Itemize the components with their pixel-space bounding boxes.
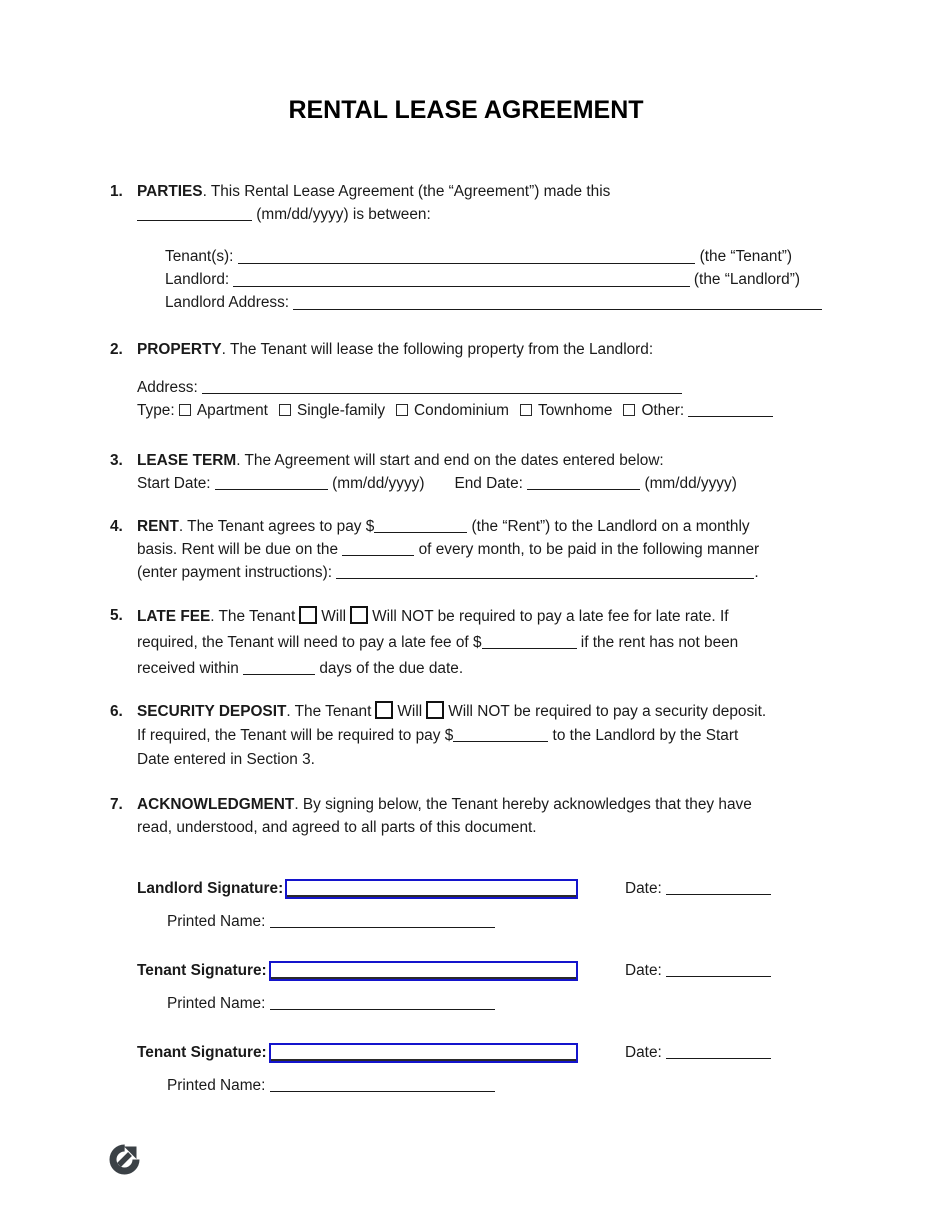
late-fee-text-1b: Will NOT be required to pay a late fee for late rate. If [372, 608, 729, 625]
acknowledgment-text-2: read, understood, and agreed to all parts of this document. [137, 819, 537, 836]
rent-text-3b: . [754, 564, 759, 581]
date-label: Date: [625, 1044, 667, 1061]
condominium-label: Condominium [414, 402, 509, 419]
date-label: Date: [625, 962, 667, 979]
tenant-printed-name-blank-1 [270, 995, 495, 1010]
deposit-text-2b: to the Landlord by the Start [548, 727, 739, 744]
tenant-name-blank [238, 263, 696, 264]
late-fee-heading: LATE FEE [137, 608, 211, 625]
other-type-blank [688, 402, 773, 417]
property-text-1: . The Tenant will lease the following property from the Landlord: [221, 341, 654, 358]
rent-text-1b: (the “Rent”) to the Landlord on a monthly [467, 518, 750, 535]
apartment-label: Apartment [196, 402, 268, 419]
deposit-text-1b: Will NOT be required to pay a security deposit. [448, 703, 767, 720]
landlord-printed-name-row [167, 910, 822, 933]
acknowledgment-line-2 [137, 816, 822, 839]
tenant-signature-label-1: Tenant Signature: [137, 962, 267, 979]
late-fee-text-2a: required, the Tenant will need to pay a late fee of $ [137, 634, 482, 651]
rent-line-2 [137, 538, 822, 561]
late-fee-will-label: Will [321, 608, 347, 625]
deposit-will-not-checkbox[interactable] [426, 701, 444, 719]
tenant-line [165, 245, 822, 268]
parties-heading: PARTIES [137, 183, 203, 200]
tenant-signature-row-1 [137, 961, 822, 981]
tenant-date-blank-2 [666, 1044, 771, 1059]
start-date-format: (mm/dd/yyyy) [327, 475, 425, 492]
page-title: RENTAL LEASE AGREEMENT [288, 96, 644, 124]
townhome-label: Townhome [538, 402, 613, 419]
rent-text-1a: . The Tenant agrees to pay $ [178, 518, 375, 535]
acknowledgment-text-1: . By signing below, the Tenant hereby acknowledges that they have [294, 796, 752, 813]
late-fee-text-1a: . The Tenant [210, 608, 296, 625]
type-option-townhome [520, 402, 612, 419]
rent-text-2a: basis. Rent will be due on the [137, 541, 343, 558]
parties-line-2 [137, 203, 822, 226]
landlord-date-group [625, 880, 771, 898]
deposit-text-2a: If required, the Tenant will be required to pay $ [137, 727, 454, 744]
parties-text-2: (mm/dd/yyyy) is between: [252, 206, 431, 223]
section-late-fee [110, 604, 822, 682]
other-checkbox [623, 404, 635, 416]
tenant-date-blank-1 [666, 962, 771, 977]
late-fee-line-3 [137, 656, 822, 682]
rent-line-1 [137, 515, 822, 538]
late-fee-text-3a: received within [137, 660, 244, 677]
late-fee-line-1 [137, 604, 822, 630]
rent-text-2b: of every month, to be paid in the following manner [414, 541, 760, 558]
printed-name-label: Printed Name: [167, 1077, 270, 1094]
end-date-format: (mm/dd/yyyy) [640, 475, 737, 492]
type-option-apartment [179, 402, 268, 419]
property-heading: PROPERTY [137, 341, 222, 358]
acknowledgment-heading: ACKNOWLEDGMENT [137, 796, 295, 813]
end-date-blank [527, 475, 640, 490]
start-date-label: Start Date: [137, 475, 215, 492]
late-fee-text-2b: if the rent has not been [576, 634, 739, 651]
deposit-text-3: Date entered in Section 3. [137, 751, 315, 768]
type-option-condominium [396, 402, 509, 419]
acknowledgment-line-1 [137, 793, 822, 816]
landlord-address-line [165, 291, 822, 314]
deposit-line-1 [137, 700, 822, 724]
tenant-printed-name-row-1 [167, 992, 822, 1015]
deposit-amount-blank [453, 727, 548, 742]
section-number: 4. [110, 518, 123, 535]
landlord-signature-label: Landlord Signature: [137, 880, 284, 897]
deposit-heading: SECURITY DEPOSIT [137, 703, 287, 720]
late-fee-days-blank [243, 660, 315, 675]
apartment-checkbox [179, 404, 191, 416]
printed-name-label: Printed Name: [167, 995, 270, 1012]
deposit-text-1a: . The Tenant [286, 703, 372, 720]
circular-arrow-logo-icon [107, 1141, 143, 1177]
late-fee-line-2 [137, 630, 822, 656]
condominium-checkbox [396, 404, 408, 416]
tenant-printed-name-row-2 [167, 1074, 822, 1097]
property-type-line [137, 399, 822, 422]
landlord-label: Landlord: [165, 271, 234, 288]
type-option-single-family [279, 402, 385, 419]
deposit-line-3 [137, 748, 822, 772]
late-fee-amount-blank [482, 634, 577, 649]
start-date-blank [215, 475, 328, 490]
section-acknowledgment [110, 793, 822, 839]
property-address-line [137, 376, 822, 399]
landlord-signature-row [137, 879, 822, 899]
deposit-will-label: Will [397, 703, 423, 720]
townhome-checkbox [520, 404, 532, 416]
section-lease-term [110, 449, 822, 495]
property-address-label: Address: [137, 379, 203, 396]
section-number: 6. [110, 703, 123, 720]
date-label: Date: [625, 880, 667, 897]
property-address-blank [202, 379, 682, 394]
lease-dates-line [137, 472, 822, 495]
tenant-date-group-2 [625, 1044, 771, 1062]
landlord-printed-name-blank [270, 913, 495, 928]
lease-term-text-1: . The Agreement will start and end on the dates entered below: [236, 452, 664, 469]
section-number: 7. [110, 796, 123, 813]
property-line-1 [137, 338, 822, 361]
printed-name-label: Printed Name: [167, 913, 270, 930]
parties-fill-in-block [165, 245, 822, 314]
parties-text-1: . This Rental Lease Agreement (the “Agreement”) made this [202, 183, 611, 200]
deposit-line-2 [137, 724, 822, 748]
other-label: Other: [641, 402, 689, 419]
tenant-label: Tenant(s): [165, 248, 238, 265]
section-number: 1. [110, 183, 123, 200]
agreement-date-blank [137, 206, 252, 221]
landlord-line [165, 268, 822, 291]
tenant-printed-name-blank-2 [270, 1077, 495, 1092]
lease-term-line-1 [137, 449, 822, 472]
section-rent [110, 515, 822, 584]
tenant-signature-label-2: Tenant Signature: [137, 1044, 267, 1061]
tenant-signature-row-2 [137, 1043, 822, 1063]
section-number: 2. [110, 341, 123, 358]
single-family-label: Single-family [296, 402, 386, 419]
lease-term-heading: LEASE TERM [137, 452, 237, 469]
landlord-address-label: Landlord Address: [165, 294, 294, 311]
section-security-deposit [110, 700, 822, 772]
landlord-address-blank [293, 309, 822, 310]
deposit-will-checkbox[interactable] [375, 701, 393, 719]
section-number: 5. [110, 607, 123, 624]
property-type-label: Type: [137, 402, 179, 419]
late-fee-will-checkbox[interactable] [299, 606, 317, 624]
rent-text-3a: (enter payment instructions): [137, 564, 337, 581]
section-property [110, 338, 822, 422]
landlord-name-blank [233, 286, 689, 287]
late-fee-will-not-checkbox[interactable] [350, 606, 368, 624]
section-parties [110, 180, 822, 314]
type-option-other [623, 402, 688, 419]
rent-amount-blank [374, 518, 467, 533]
tenant-date-group-1 [625, 962, 771, 980]
landlord-signature-field[interactable] [285, 879, 578, 899]
tenant-suffix: (the “Tenant”) [695, 248, 792, 265]
section-number: 3. [110, 452, 123, 469]
payment-instructions-blank [336, 564, 754, 579]
tenant-signature-field-1[interactable] [269, 961, 578, 981]
landlord-date-blank [666, 880, 771, 895]
signature-block [110, 879, 822, 1097]
rent-heading: RENT [137, 518, 179, 535]
due-day-blank [342, 541, 414, 556]
landlord-suffix: (the “Landlord”) [689, 271, 800, 288]
tenant-signature-field-2[interactable] [269, 1043, 578, 1063]
late-fee-text-3b: days of the due date. [315, 660, 464, 677]
end-date-label: End Date: [454, 475, 528, 492]
parties-line-1 [137, 180, 822, 203]
rent-line-3 [137, 561, 822, 584]
single-family-checkbox [279, 404, 291, 416]
